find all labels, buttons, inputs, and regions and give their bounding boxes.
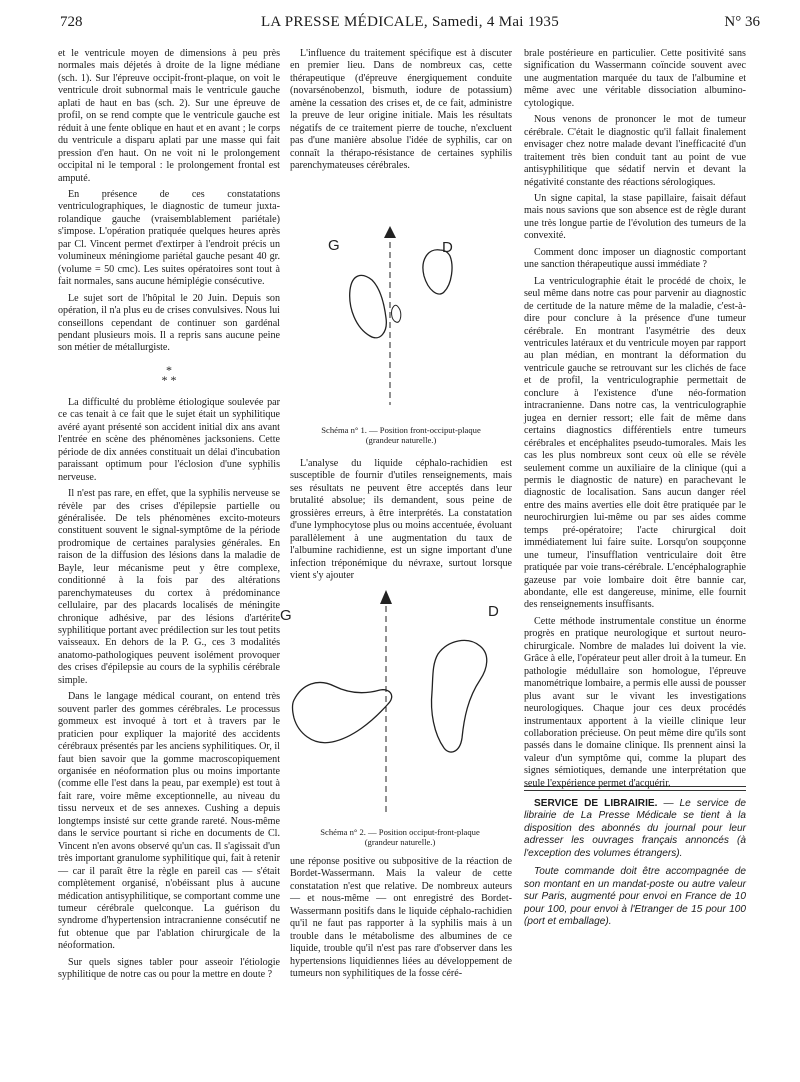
- median-arrow: [380, 590, 392, 604]
- paragraph: L'analyse du liquide céphalo-rachidien est susceptible de fournir d'utiles renseignements, mais ses résultats ne peuvent être acceptés dans leur brutalité absolue; ils demandent, sous peine de grossières erreurs, à être interprétés. La constatation d'une lymphocytose plus ou moins accentuée, évoluant parallèlement à une augmentation du taux de l'albumine rachidienne, est un signe important d'une infection tréponémique du névraxe, surtout lorsque vient s'y ajouter: [290, 458, 512, 582]
- figure-label-g: G: [328, 237, 340, 254]
- paragraph: Sur quels signes tabler pour asseoir l'étiologie syphilitique de notre cas ou pour la mettre en doute ?: [58, 956, 280, 981]
- divider-rule: [524, 786, 746, 787]
- notice-text: Toute commande doit être accompagnée de son montant en un mandat-poste ou autre valeur sur Paris, augmenté pour envoi en France de 10 pour 100, pour envoi à l'Etranger de 15 pour 100 (port et emballage).: [524, 866, 746, 928]
- ventricle-right-outline: [423, 250, 452, 294]
- figure-caption: [272, 827, 528, 847]
- page-header: [60, 14, 760, 36]
- paragraph: et le ventricule moyen de dimensions à peu près normales mais déjetés à droite de la ligne médiane (sch. 1). Sur l'épreuve occipit-front-plaque, on voit le ventricule droit subnormal mais le ventricule gauche aplati de haut en bas (sch. 2). Sur une épreuve de profil, on se rend compte que le ventricule gauche est réduit à une fente oblique en haut et en avant ; le corps du ventricule a disparu aplati par une masse qui fait pression d'en haut. On ne voit ni le prolongement occipital ni le temporal : le prolongement frontal est amputé.: [58, 48, 280, 184]
- paragraph: Dans le langage médical courant, on entend très souvent parler des gommes cérébrales. Le processus gommeux est invoqué à tort et à travers par le praticien pour expliquer la majorité des accidents cérébraux présentés par les anciens syphilitiques. Or, il faut bien savoir que la gomme macroscopiquement organisée en néoformation plus ou moins importante (comme elle l'est dans la peau, par exemple) est tout à fait rare, voire même exceptionnelle, au niveau du tissu nerveux et de ses annexes. Cushing a depuis longtemps insisté sur cette grande rareté. Nous-même dans le service pourtant si riche en documents de Cl. Vincent n'en avons observé qu'un cas. Il s'agissait d'un très important granulome syphilitique qui, fait à retenir — car il paraît être la règle en pareil cas — s'était complètement organisé, n'obéissant plus à aucune médication antisyphilitique, se comportant comme une tumeur cérébrale quelconque. La guérison du syndrome d'hypertension intracranienne consécutif ne fut obtenue que par l'ablation chirurgicale de la néoformation.: [58, 691, 281, 952]
- paragraph: L'influence du traitement spécifique est à discuter en premier lieu. Dans de nombreux cas, cette thérapeutique (d'épreuve énergiquement conduite (novarsénobenzol, bismuth, iodure de potassium) amène la cessation des crises et, de ce fait, administre la preuve de leur origine initiale. Mais les résultats négatifs de ce traitement pierre de touche, n'excluent pas d'une manière absolue l'idée de syphilis, car on connaît la thérapo-résistance de certaines syphilis parenchymateuses cérébrales.: [290, 48, 512, 172]
- section-separator: [58, 362, 280, 387]
- paragraph: La ventriculographie était le procédé de choix, le seul même dans notre cas pour parvenir au diagnostic de certitude de la nature même de la maladie, c'est-à-dire pour conclure à la présence d'une tumeur cérébrale. En montrant l'asymétrie des deux ventricules latéraux et du ventricule moyen par rapport au plan médian, en montrant la déformation du ventricule gauche se retrouvant sur les clichés de face et de profil, la ventriculographie permettait de conclure à l'existence d'une néo-formation intracranienne. Dans notre cas, la ventriculographie jugea en dernier ressort; elle fait de même dans certains diagnostics différentiels entre tumeurs cérébrales et encéphalites pseudo-tumorales. Mais les cas les plus nombreux sont ceux où elle se révèle seulement comme un auxiliaire de la clinique (qui a permis le diagnostic de nature) en parachevant le diagnostic de localisation. Sans aucun danger réel entre des mains averties elle doit être pratiquée par le neurochirurgien lui-même ou par ses aides comme temps pré-opératoire; l'acte chirurgical doit immédiatement lui faire suite. Lorsqu'on soupçonne une tumeur, l'insufflation ventriculaire doit être pratiquée par voie trans-cérébrale. L'encéphalographie gazeuse par voie lombaire doit être bannie car, abondante, elle est dangereuse, minime, elle fournit des renseignements insuffisants.: [524, 275, 746, 611]
- paragraph: En présence de ces constatations ventriculographiques, le diagnostic de tumeur juxta-rolandique gauche (vraisemblablement pariétale) s'impose. L'opération pratiquée quelques heures après par Cl. Vincent permet d'extirper à l'endroit précis un volumineux méningiome pariétal gauche pesant 40 gr. (volume = 50 cmc). Les suites opératoires sont tout à fait normales, sans aucune hémiplégie consécutive.: [58, 188, 280, 288]
- caption-line: Schéma n° 2. — Position occiput-front-plaque: [320, 827, 480, 837]
- schema-2-figure: [272, 582, 528, 852]
- caption-line: Schéma n° 1. — Position front-occiput-plaque: [321, 425, 481, 435]
- paragraph: La difficulté du problème étiologique soulevée par ce cas tenait à ce fait que le sujet était un syphilitique avéré ayant présenté son accident initial dix ans avant l'entrée en scène des phénomènes jacksoniens. Cette période de dix années constituait un délai d'incubation paraissant optimum pour l'éclosion d'une syphilis nerveuse.: [58, 396, 280, 483]
- paragraph: Le sujet sort de l'hôpital le 20 Juin. Depuis son opération, il n'a plus eu de crises convulsives. Nous lui conseillons cependant de continuer son gardénal pendant plusieurs mois. Il a repris sans aucune peine son métier de métallurgiste.: [58, 292, 280, 354]
- figure-label-d: D: [442, 239, 453, 256]
- schema-1-figure: [290, 210, 512, 450]
- issue-number: N° 36: [724, 14, 760, 30]
- ventricle-diagram-1: [290, 210, 512, 420]
- figure-caption: [290, 425, 512, 445]
- ventricle-diagram-2: [272, 582, 528, 822]
- notice-heading: SERVICE DE LIBRAIRIE.: [534, 798, 658, 809]
- paragraph: Cette méthode instrumentale constitue un énorme progrès en pratique neurologique et surtout neuro-chirurgicale. Nombre de malades lui doivent la vie. Grâce à elle, l'opérateur peut aller droit à la tumeur. En pathologie médullaire son homologue, l'épreuve manométrique lombaire, a permis elle aussi de pousser plus avant sur le vivant les investigations neurologiques. Chaque jour ces deux procédés instrumentaux apportent à la vieille clinique leur collaboration précieuse. On peut même dire qu'ils sont passés dans le domaine clinique. Ils prennent ainsi la valeur d'un symptôme qui, comme la plupart des signes sémiotiques, demande une interprétation que seule l'expérience permet d'acquérir.: [524, 615, 746, 789]
- ventricle-left-outline: [350, 275, 387, 337]
- paragraph: Nous venons de prononcer le mot de tumeur cérébrale. C'était le diagnostic qu'il fallait finalement envisager chez notre malade devant l'inefficacité d'un traitement très bien conduit tant au point de vue antisyphilitique que sédatif nervin et devant la négativité constante des réactions sérologiques.: [524, 114, 746, 188]
- ventricle-left-outline: [293, 682, 392, 742]
- paragraph: Un signe capital, la stase papillaire, faisait défaut mais nous savions que son absence est de règle durant une très longue partie de l'évolution des tumeurs de la convexité.: [524, 192, 746, 242]
- column-middle-mid: [290, 458, 512, 587]
- page-number: 728: [60, 14, 83, 30]
- figure-label-g: G: [280, 607, 292, 624]
- paragraph: brale postérieure en particulier. Cette positivité sans signification du Wassermann coïncide souvent avec une augmentation marquée du taux de l'albumine et même avec une véritable dissociation albumino-cytologique.: [524, 48, 746, 109]
- column-left: [58, 48, 280, 986]
- ventricle-middle-outline: [392, 305, 401, 322]
- column-right: [524, 48, 746, 794]
- ventricle-right-outline: [432, 640, 487, 752]
- figure-label-d: D: [488, 603, 499, 620]
- paragraph: Il n'est pas rare, en effet, que la syphilis nerveuse se révèle par des crises d'épilepsie partielle ou généralisée. De tels phénomènes excito-moteurs constituent souvent le signal-symptôme de la période prodromique de certaines paralysies générales. En raison de la diffusion des lésions dans la maladie de Bayle, leur mécanisme peut y être complexe, conditionné à la fois par des altérations parenchymateuses du cortex à prédominance cellulaire, par des placards localisés de méningite chronique adhésive, par des lésions d'artérite syphilitique portant avec prédilection sur les tout petits vaisseaux. En dehors de la P. G., ces 3 modalités anatomo-pathologiques peuvent isolément provoquer des crises d'épilepsie au cours de la syphilis cérébrale simple.: [58, 488, 280, 686]
- caption-line: (grandeur naturelle.): [364, 837, 436, 847]
- journal-title: LA PRESSE MÉDICALE, Samedi, 4 Mai 1935: [260, 14, 560, 30]
- column-middle-top: [290, 48, 512, 177]
- paragraph: une réponse positive ou subpositive de la réaction de Bordet-Wassermann. Mais la valeur de cette constatation n'est que relative. De nombreux auteurs — et nous-même — ont enregistré des Bordet-Wassermann positifs dans le liquide céphalo-rachidien qu'il ne faut pas rapporter à la syphilis mais à un trouble dans le métabolisme des albumines de ce liquide, trouble qu'il n'est pas rare d'observer dans les hypertensions liquidiennes liées au développement de tumeurs non syphilitiques de la fosse céré-: [290, 856, 512, 980]
- column-middle-bottom: [290, 856, 512, 985]
- asterisk-bottom: * *: [161, 372, 177, 387]
- paragraph: Comment donc imposer un diagnostic comportant une sanction thérapeutique aussi immédiate ?: [524, 246, 746, 271]
- service-librairie-notice: [524, 798, 746, 935]
- divider-rule: [524, 790, 746, 791]
- median-arrow: [384, 226, 396, 238]
- notice-text: — Le service de librairie de La Presse Médicale se tient à la disposition des abonnés du journal pour leur adresser les ouvrages français annoncés (à l'exception des volumes étrangers).: [524, 798, 746, 859]
- caption-line: (grandeur naturelle.): [365, 435, 437, 445]
- asterisk-top: *: [166, 362, 172, 377]
